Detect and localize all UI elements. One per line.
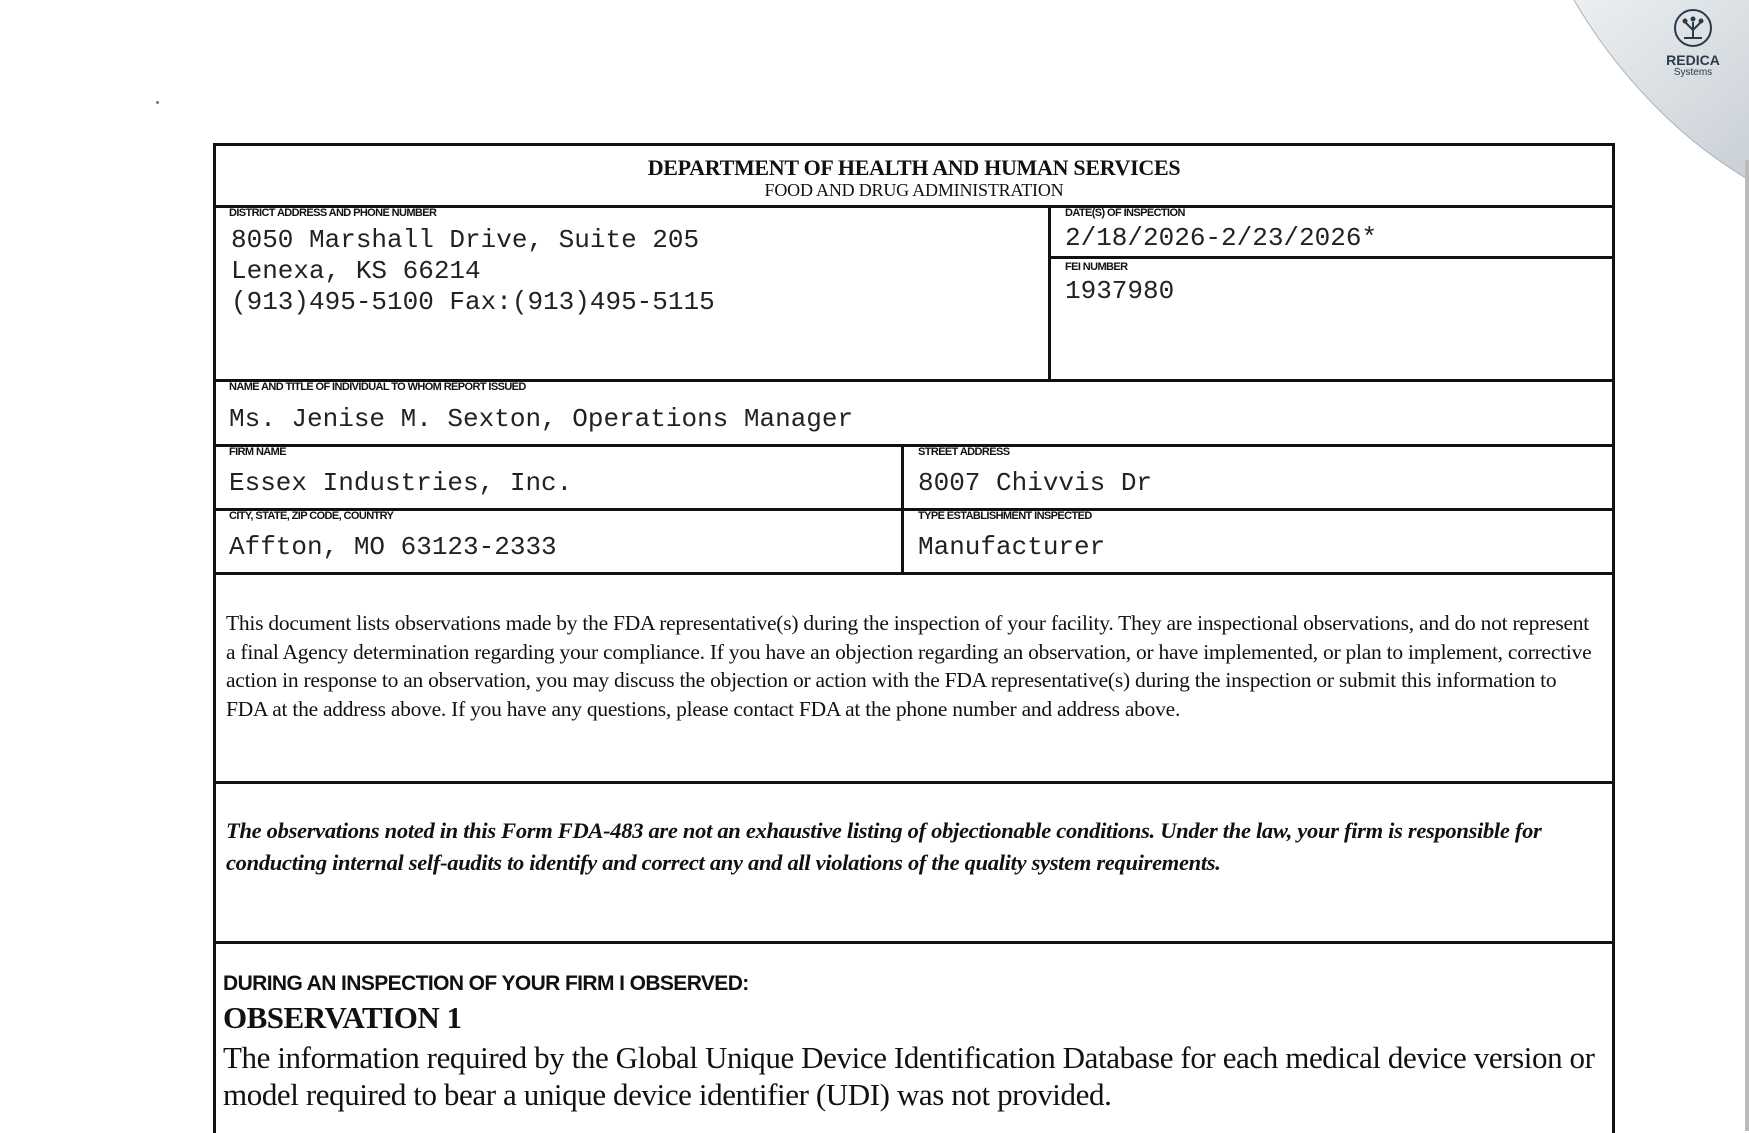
form-header bbox=[216, 146, 1612, 208]
inspection-dates-box bbox=[1051, 205, 1612, 259]
district-phone-fax: (913)495-5100 Fax:(913)495-5115 bbox=[231, 287, 715, 317]
individual-row bbox=[216, 379, 1612, 447]
individual-value: Ms. Jenise M. Sexton, Operations Manager bbox=[229, 404, 854, 434]
city-value: Affton, MO 63123-2333 bbox=[229, 532, 557, 562]
street-label: STREET ADDRESS bbox=[918, 446, 1010, 458]
observations-intro: DURING AN INSPECTION OF YOUR FIRM I OBSERVED: bbox=[223, 972, 749, 995]
redica-logo bbox=[1645, 8, 1741, 78]
observation-title: OBSERVATION 1 bbox=[223, 1000, 462, 1035]
redica-tree-icon bbox=[1673, 8, 1713, 48]
city-row bbox=[216, 508, 1612, 575]
city-label: CITY, STATE, ZIP CODE, COUNTRY bbox=[229, 510, 394, 522]
district-row bbox=[216, 205, 1612, 382]
establishment-value: Manufacturer bbox=[918, 532, 1106, 562]
individual-label: NAME AND TITLE OF INDIVIDUAL TO WHOM REPORT ISSUED bbox=[229, 381, 526, 393]
disclaimer-row bbox=[216, 781, 1612, 944]
firm-label: FIRM NAME bbox=[229, 446, 286, 458]
street-value: 8007 Chivvis Dr bbox=[918, 468, 1153, 498]
district-cell bbox=[216, 205, 1048, 379]
notice-row bbox=[216, 572, 1612, 784]
inspection-dates-value: 2/18/2026-2/23/2026* bbox=[1065, 223, 1378, 253]
firm-cell bbox=[216, 444, 901, 508]
district-address-line2: Lenexa, KS 66214 bbox=[231, 256, 481, 286]
inspection-cell bbox=[1048, 205, 1612, 379]
fda-483-form bbox=[213, 143, 1615, 1133]
street-cell bbox=[901, 444, 1612, 508]
observation-text: The information required by the Global Unique Device Identification Database for each medical device version or model required to bear a unique device identifier (UDI) was not provided. bbox=[223, 1040, 1595, 1112]
disclaimer-text: The observations noted in this Form FDA-483 are not an exhaustive listing of objectionable conditions. Under the law, your firm is responsible for conducting internal self-audits to identify and correct any and all violations of the quality system requirements. bbox=[226, 818, 1542, 875]
inspection-dates-label: DATE(S) OF INSPECTION bbox=[1065, 207, 1185, 219]
logo-name: REDICA bbox=[1666, 52, 1720, 68]
department-title: DEPARTMENT OF HEALTH AND HUMAN SERVICES bbox=[647, 155, 1181, 180]
district-label: DISTRICT ADDRESS AND PHONE NUMBER bbox=[229, 207, 437, 219]
firm-row bbox=[216, 444, 1612, 511]
agency-title: FOOD AND DRUG ADMINISTRATION bbox=[764, 180, 1064, 200]
page-edge bbox=[1745, 160, 1749, 1131]
establishment-cell bbox=[901, 508, 1612, 572]
notice-text: This document lists observations made by the FDA representative(s) during the inspection of your facility. They are inspectional observations, and do not represent a final Agency determination regarding your compliance. If you have an objection regarding an observation, or have implemented, or plan to implement, corrective action in response to an observation, you may discuss the objection or action with the FDA representative(s) during the inspection or submit this information to FDA at the address above. If you have any questions, please contact FDA at the phone number and address above. bbox=[226, 611, 1592, 721]
establishment-label: TYPE ESTABLISHMENT INSPECTED bbox=[918, 510, 1092, 522]
fei-value: 1937980 bbox=[1065, 276, 1175, 306]
scan-speck bbox=[156, 101, 159, 104]
firm-value: Essex Industries, Inc. bbox=[229, 468, 573, 498]
fei-label: FEI NUMBER bbox=[1065, 261, 1128, 273]
city-cell bbox=[216, 508, 901, 572]
district-address-line1: 8050 Marshall Drive, Suite 205 bbox=[231, 225, 700, 255]
logo-subtitle: Systems bbox=[1673, 67, 1713, 78]
